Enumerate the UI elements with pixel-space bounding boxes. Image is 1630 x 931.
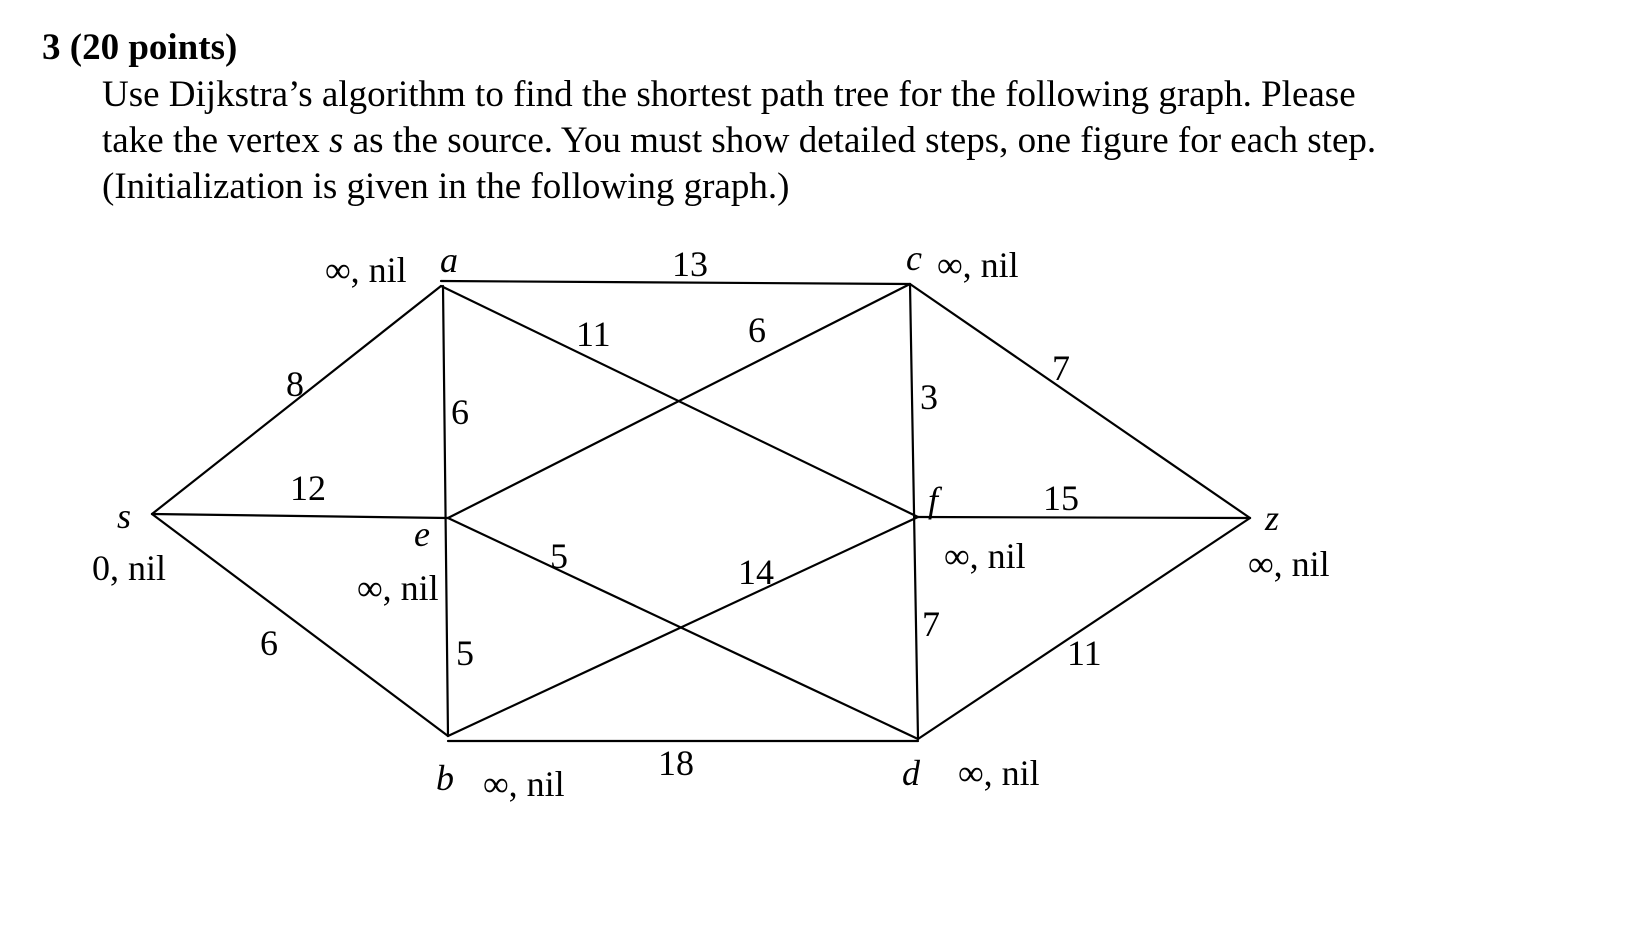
vertex-z-label: ∞, nil	[1248, 544, 1330, 584]
vertex-f-label: ∞, nil	[944, 536, 1026, 576]
edge-f-z	[918, 517, 1250, 518]
weight-b-d: 18	[658, 743, 694, 783]
edge-e-c	[448, 284, 910, 518]
problem-line-1: Use Dijkstra’s algorithm to find the shortest path tree for the following graph. Please	[102, 74, 1356, 115]
vertex-d-label: ∞, nil	[958, 753, 1040, 793]
vertex-c-name: c	[906, 238, 922, 278]
problem-line-2-start: take the vertex	[102, 120, 330, 161]
vertex-labels	[92, 245, 1330, 804]
vertex-b-label: ∞, nil	[483, 764, 565, 804]
source-vertex-var: s	[329, 120, 344, 161]
vertex-s-label: 0, nil	[92, 548, 167, 588]
vertex-a-name: a	[440, 240, 458, 280]
weight-a-e: 6	[451, 392, 469, 432]
weight-f-z: 15	[1043, 478, 1079, 518]
edge-s-e	[152, 514, 448, 518]
edge-s-b	[152, 514, 448, 736]
edge-a-e	[443, 286, 448, 736]
weight-d-z: 11	[1067, 633, 1102, 673]
weight-e-c: 6	[748, 310, 766, 350]
vertex-s-name: s	[117, 496, 132, 536]
vertex-c-label: ∞, nil	[937, 245, 1019, 285]
vertex-f-name: f	[928, 480, 939, 520]
edge-b-f	[448, 517, 918, 736]
weight-s-e: 12	[290, 468, 326, 508]
weight-e-b: 5	[456, 633, 474, 673]
weight-b-f: 14	[738, 552, 774, 592]
vertex-d-name: d	[902, 753, 920, 793]
vertex-b-name: b	[436, 758, 454, 798]
weight-c-z: 7	[1052, 348, 1070, 388]
edge-e-d	[448, 518, 918, 739]
vertex-e-name: e	[414, 514, 430, 554]
edge-c-f	[910, 284, 918, 739]
problem-heading: 3 (20 points)	[42, 27, 238, 68]
vertex-a-label: ∞, nil	[325, 250, 407, 290]
edge-weights	[260, 244, 1102, 783]
weight-s-a: 8	[286, 364, 304, 404]
edge-c-z	[910, 284, 1250, 518]
problem-line-3: (Initialization is given in the following graph.)	[102, 166, 790, 207]
weight-f-d: 7	[922, 604, 940, 644]
problem-line-2-end: as the source. You must show detailed steps, one figure for each step.	[343, 120, 1377, 161]
vertex-e-label: ∞, nil	[357, 568, 439, 608]
weight-c-f: 3	[920, 377, 938, 417]
weight-a-c: 13	[672, 244, 708, 284]
weight-a-f: 11	[576, 314, 611, 354]
weight-s-b: 6	[260, 623, 278, 663]
vertex-z-name: z	[1265, 498, 1280, 538]
weight-e-d: 5	[550, 536, 568, 576]
